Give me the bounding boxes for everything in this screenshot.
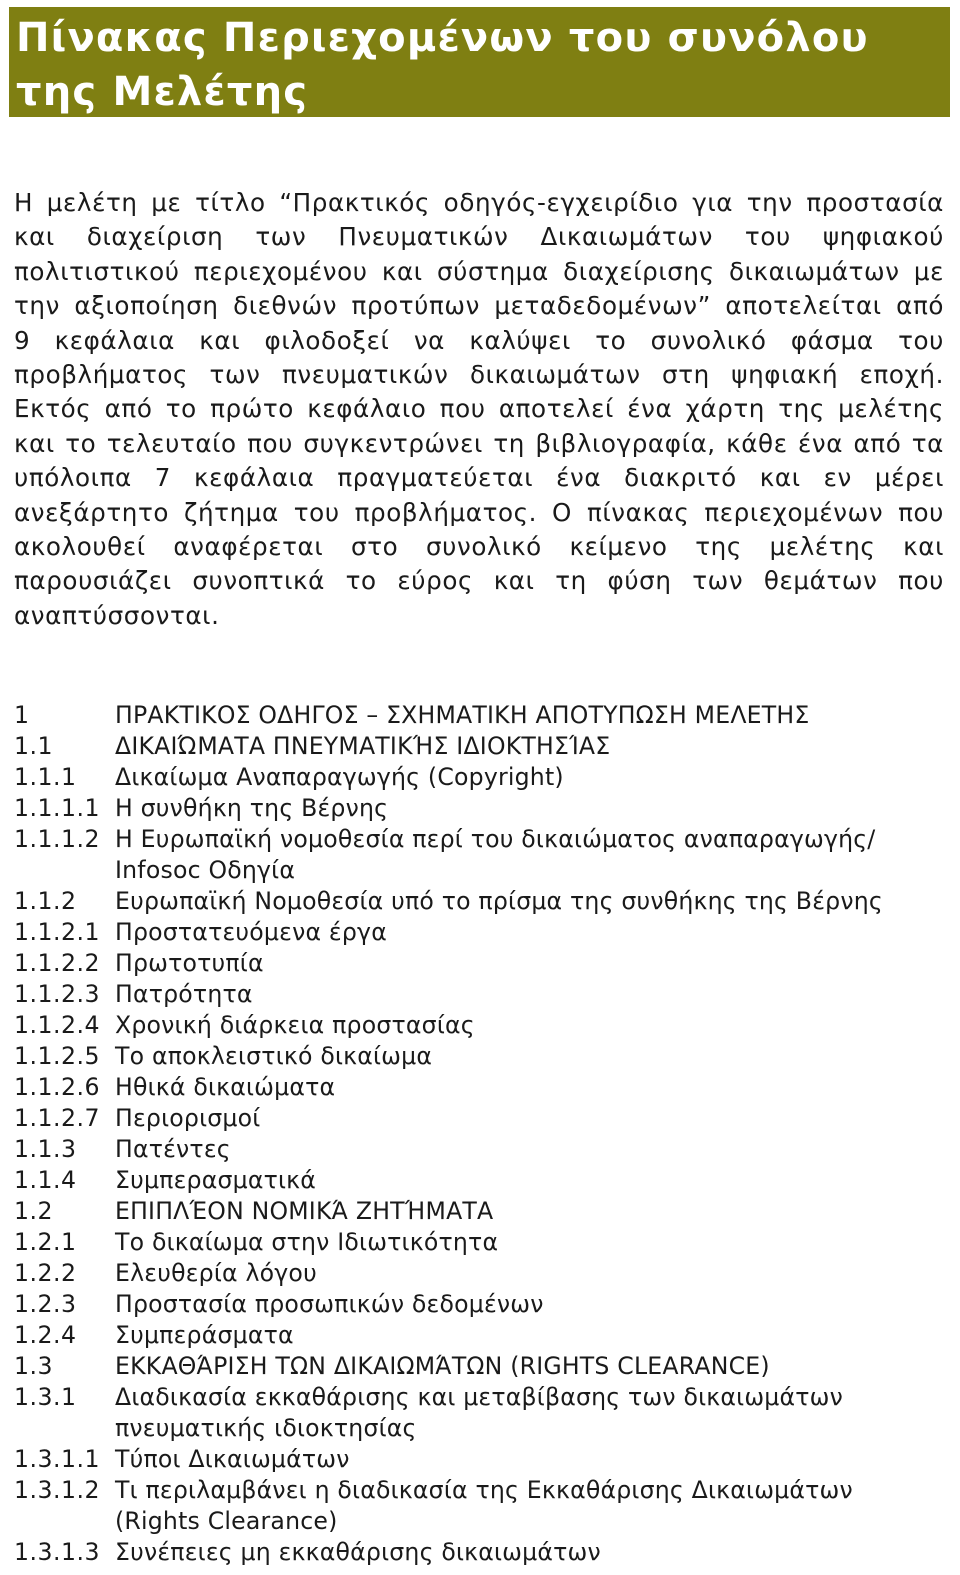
toc-entry-number: 1.2.3 bbox=[14, 1290, 77, 1318]
toc-entry bbox=[14, 1165, 944, 1196]
toc-entry-label: Ελευθερία λόγου bbox=[115, 1259, 317, 1287]
toc-entry-number: 1.1.3 bbox=[14, 1135, 77, 1163]
toc-entry-number: 1.1.4 bbox=[14, 1166, 77, 1194]
toc-entry bbox=[14, 793, 944, 824]
toc-entry-label: Περιορισμοί bbox=[115, 1104, 261, 1132]
toc-entry-number: 1.1.2.3 bbox=[14, 980, 101, 1008]
intro-paragraph: Η μελέτη με τίτλο “Πρακτικός οδηγός-εγχειρίδιο για την προστασία και διαχείριση των Πνευματικών Δικαιωμάτων του ψηφιακού πολιτιστικού περιεχομένου και σύστημα διαχείρισης δικαιωμάτων με την αξιοποίηση διεθνών προτύπων μεταδεδομένων” αποτελείται από 9 κεφάλαια και φιλοδοξεί να καλύψει το συνολικό φάσμα του προβλήματος των πνευματικών δικαιωμάτων στη ψηφιακή εποχή. Εκτός από το πρώτο κεφάλαιο που αποτελεί ένα χάρτη της μελέτης και το τελευταίο που συγκεντρώνει τη βιβλιογραφία, κάθε ένα από τα υπόλοιπα 7 κεφάλαια πραγματεύεται ένα διακριτό και εν μέρει ανεξάρτητο ζήτημα του προβλήματος. Ο πίνακας περιεχομένων που ακολουθεί αναφέρεται στο συνολικό κείμενο της μελέτης και παρουσιάζει συνοπτικά το εύρος και τη φύση των θεμάτων που αναπτύσσονται. bbox=[14, 188, 944, 630]
toc-entry-number: 1.3.1 bbox=[14, 1383, 77, 1411]
title-banner bbox=[9, 7, 950, 117]
toc-entry bbox=[14, 1134, 944, 1165]
toc-entry bbox=[14, 1289, 944, 1320]
toc-entry-label: Χρονική διάρκεια προστασίας bbox=[115, 1011, 475, 1039]
toc-entry-label: Πατρότητα bbox=[115, 980, 253, 1008]
toc-entry-number: 1.2.2 bbox=[14, 1259, 77, 1287]
toc-entry-label: ΕΠΙΠΛΈΟΝ ΝΟΜΙΚΆ ΖΗΤΉΜΑΤΑ bbox=[115, 1197, 494, 1225]
page-title-line-1: Πίνακας Περιεχομένων του συνόλου bbox=[16, 15, 869, 61]
toc-entry bbox=[14, 1382, 944, 1444]
toc-entry bbox=[14, 1475, 944, 1537]
toc-entry bbox=[14, 917, 944, 948]
toc-entry bbox=[14, 1196, 944, 1227]
toc-entry bbox=[14, 824, 944, 886]
toc-entry-label: Συνέπειες μη εκκαθάρισης δικαιωμάτων bbox=[115, 1538, 601, 1566]
toc-entry-label: Ευρωπαϊκή Νομοθεσία υπό το πρίσμα της συνθήκης της Βέρνης bbox=[115, 887, 883, 915]
toc-entry-number: 1.2 bbox=[14, 1197, 54, 1225]
toc-entry-number: 1.2.4 bbox=[14, 1321, 77, 1349]
toc-entry-label: Προστατευόμενα έργα bbox=[115, 918, 387, 946]
toc-entry bbox=[14, 1258, 944, 1289]
toc-entry-number: 1.1.1.1 bbox=[14, 794, 101, 822]
toc-entry-number: 1.2.1 bbox=[14, 1228, 77, 1256]
toc-entry-label: Δικαίωμα Αναπαραγωγής (Copyright) bbox=[115, 763, 564, 791]
toc-entry-label: Η συνθήκη της Βέρνης bbox=[115, 794, 389, 822]
toc-entry-label: Το δικαίωμα στην Ιδιωτικότητα bbox=[115, 1228, 499, 1256]
toc-entry-label: ΕΚΚΑΘΆΡΙΣΗ ΤΩΝ ΔΙΚΑΙΩΜΆΤΩΝ (RIGHTS CLEARANCE) bbox=[115, 1352, 770, 1380]
toc-entry-number: 1.1.2 bbox=[14, 887, 77, 915]
toc-entry bbox=[14, 1103, 944, 1134]
toc-entry bbox=[14, 1320, 944, 1351]
toc-entry-number: 1.1.2.5 bbox=[14, 1042, 101, 1070]
toc-entry bbox=[14, 1351, 944, 1382]
toc-entry-number: 1.1.1 bbox=[14, 763, 77, 791]
toc-entry-label: Συμπερασματικά bbox=[115, 1166, 317, 1194]
toc-entry bbox=[14, 1537, 944, 1568]
toc-entry bbox=[14, 1041, 944, 1072]
toc-entry bbox=[14, 731, 944, 762]
toc-entry-label: Η Ευρωπαϊκή νομοθεσία περί του δικαιώματος αναπαραγωγής/ Infosoc Οδηγία bbox=[115, 825, 876, 884]
toc-entry-label: Πρωτοτυπία bbox=[115, 949, 264, 977]
toc-entry-number: 1 bbox=[14, 701, 30, 729]
toc-entry bbox=[14, 1227, 944, 1258]
toc-entry-label: Το αποκλειστικό δικαίωμα bbox=[115, 1042, 433, 1070]
toc-entry-number: 1.3.1.3 bbox=[14, 1538, 101, 1566]
toc-entry-label: ΔΙΚΑΙΏΜΑΤΑ ΠΝΕΥΜΑΤΙΚΉΣ ΙΔΙΟΚΤΗΣΊΑΣ bbox=[115, 732, 611, 760]
toc-entry bbox=[14, 1072, 944, 1103]
table-of-contents bbox=[14, 700, 944, 1568]
toc-entry-label: Συμπεράσματα bbox=[115, 1321, 294, 1349]
toc-entry bbox=[14, 700, 944, 731]
toc-entry bbox=[14, 979, 944, 1010]
toc-entry-label: Τύποι Δικαιωμάτων bbox=[115, 1445, 350, 1473]
page-title-line-2: της Μελέτης bbox=[16, 69, 309, 115]
toc-entry-number: 1.1.2.2 bbox=[14, 949, 101, 977]
toc-entry-number: 1.3.1.2 bbox=[14, 1476, 101, 1504]
toc-entry-number: 1.1.1.2 bbox=[14, 825, 101, 853]
toc-entry-number: 1.1 bbox=[14, 732, 54, 760]
toc-entry-label: Πατέντες bbox=[115, 1135, 231, 1163]
toc-entry-number: 1.1.2.7 bbox=[14, 1104, 101, 1132]
toc-entry bbox=[14, 948, 944, 979]
toc-entry-number: 1.3 bbox=[14, 1352, 54, 1380]
toc-entry-label: Προστασία προσωπικών δεδομένων bbox=[115, 1290, 544, 1318]
toc-entry-number: 1.1.2.4 bbox=[14, 1011, 101, 1039]
toc-entry-label: Διαδικασία εκκαθάρισης και μεταβίβασης των δικαιωμάτων πνευματικής ιδιοκτησίας bbox=[115, 1383, 843, 1442]
page-title bbox=[16, 11, 950, 119]
toc-entry bbox=[14, 1010, 944, 1041]
toc-entry bbox=[14, 1444, 944, 1475]
toc-entry-number: 1.3.1.1 bbox=[14, 1445, 101, 1473]
toc-entry-number: 1.1.2.1 bbox=[14, 918, 101, 946]
toc-entry-label: Τι περιλαμβάνει η διαδικασία της Εκκαθάρισης Δικαιωμάτων (Rights Clearance) bbox=[115, 1476, 853, 1535]
toc-entry-label: Ηθικά δικαιώματα bbox=[115, 1073, 336, 1101]
toc-entry-label: ΠΡΑΚΤΙΚΟΣ ΟΔΗΓΟΣ – ΣΧΗΜΑΤΙΚΗ ΑΠΟΤΥΠΩΣΗ ΜΕΛΕΤΗΣ bbox=[115, 701, 810, 729]
toc-entry-number: 1.1.2.6 bbox=[14, 1073, 101, 1101]
toc-entry bbox=[14, 886, 944, 917]
toc-entry bbox=[14, 762, 944, 793]
